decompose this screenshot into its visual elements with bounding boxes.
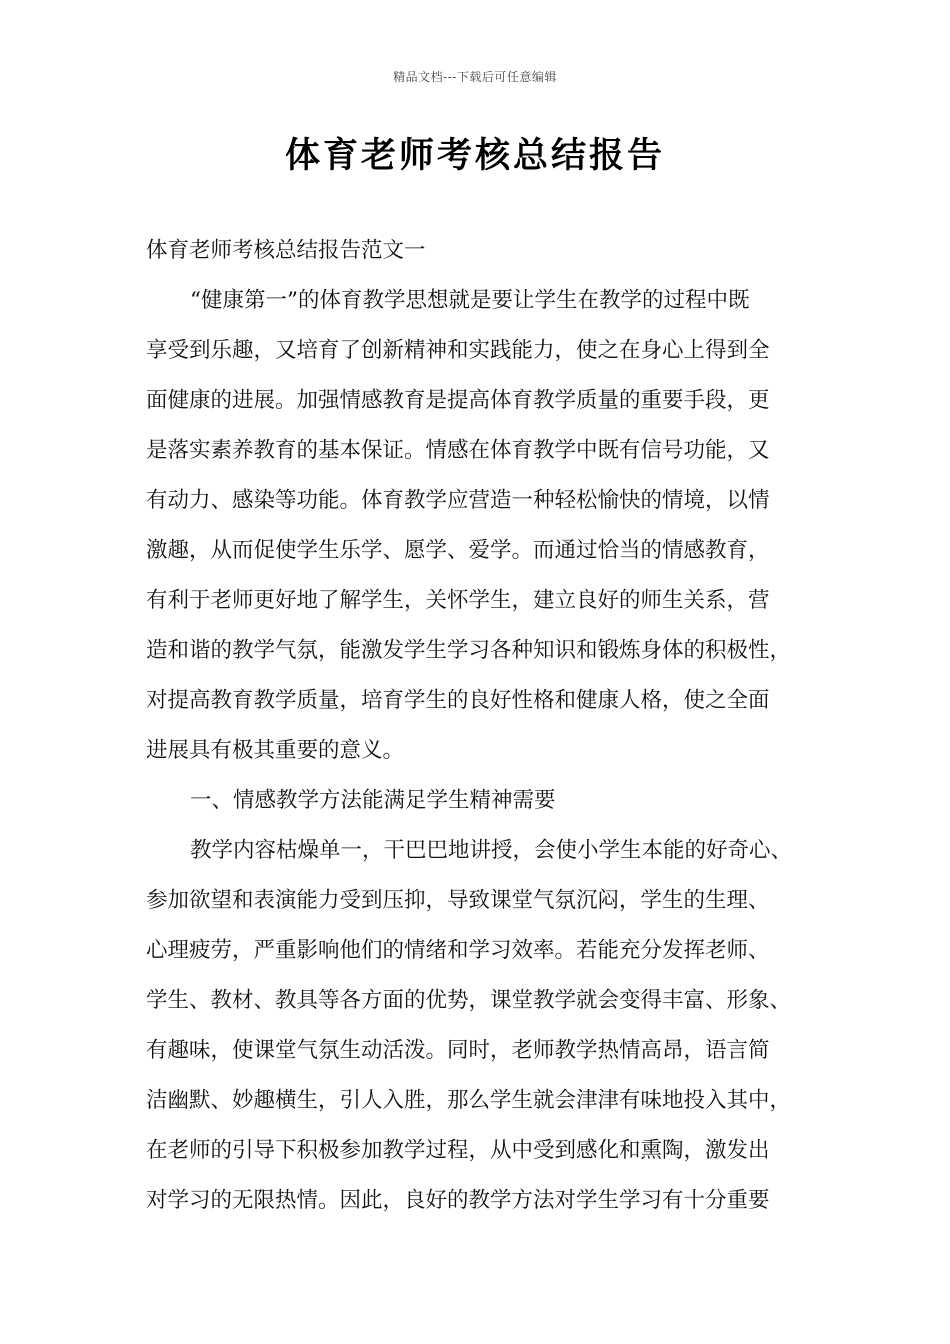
body-line: 有利于老师更好地了解学生，关怀学生，建立良好的师生关系，营 — [146, 588, 770, 613]
body-line: 造和谐的教学气氛，能激发学生学习各种知识和锻炼身体的积极性， — [146, 638, 792, 663]
body-line: 心理疲劳，严重影响他们的情绪和学习效率。若能充分发挥老师、 — [146, 938, 770, 963]
body-line: 对提高教育教学质量，培育学生的良好性格和健康人格，使之全面 — [146, 688, 770, 713]
body-line: 面健康的进展。加强情感教育是提高体育教学质量的重要手段，更 — [146, 388, 770, 413]
body-line: 有动力、感染等功能。体育教学应营造一种轻松愉快的情境，以情 — [146, 488, 770, 513]
body-line: 激趣，从而促使学生乐学、愿学、爱学。而通过恰当的情感教育， — [146, 538, 770, 563]
body-line: 对学习的无限热情。因此，良好的教学方法对学生学习有十分重要 — [146, 1188, 770, 1213]
document-title: 体育老师考核总结报告 — [284, 135, 665, 176]
body-line: 进展具有极其重要的意义。 — [146, 738, 405, 763]
body-line: 参加欲望和表演能力受到压抑，导致课堂气氛沉闷，学生的生理、 — [146, 888, 770, 913]
body-line: 在老师的引导下积极参加教学过程，从中受到感化和熏陶，激发出 — [146, 1138, 770, 1163]
body-line: 是落实素养教育的基本保证。情感在体育教学中既有信号功能，又 — [146, 438, 770, 463]
body-line: 学生、教材、教具等各方面的优势，课堂教学就会变得丰富、形象、 — [146, 988, 792, 1013]
body-line: 教学内容枯燥单一，干巴巴地讲授，会使小学生本能的好奇心、 — [190, 838, 793, 863]
section-subtitle: 体育老师考核总结报告范文一 — [146, 238, 426, 263]
body-line: 享受到乐趣，又培育了创新精神和实践能力，使之在身心上得到全 — [146, 338, 770, 363]
body-line: 洁幽默、妙趣横生，引人入胜，那么学生就会津津有味地投入其中， — [146, 1088, 792, 1113]
document-body — [146, 226, 822, 1226]
header-note: 精品文档---下载后可任意编辑 — [393, 70, 557, 84]
body-line: “健康第一”的体育教学思想就是要让学生在教学的过程中既 — [190, 288, 750, 313]
body-line: 有趣味，使课堂气氛生动活泼。同时，老师教学热情高昂，语言简 — [146, 1038, 770, 1063]
body-line: 一、情感教学方法能满足学生精神需要 — [190, 788, 556, 813]
